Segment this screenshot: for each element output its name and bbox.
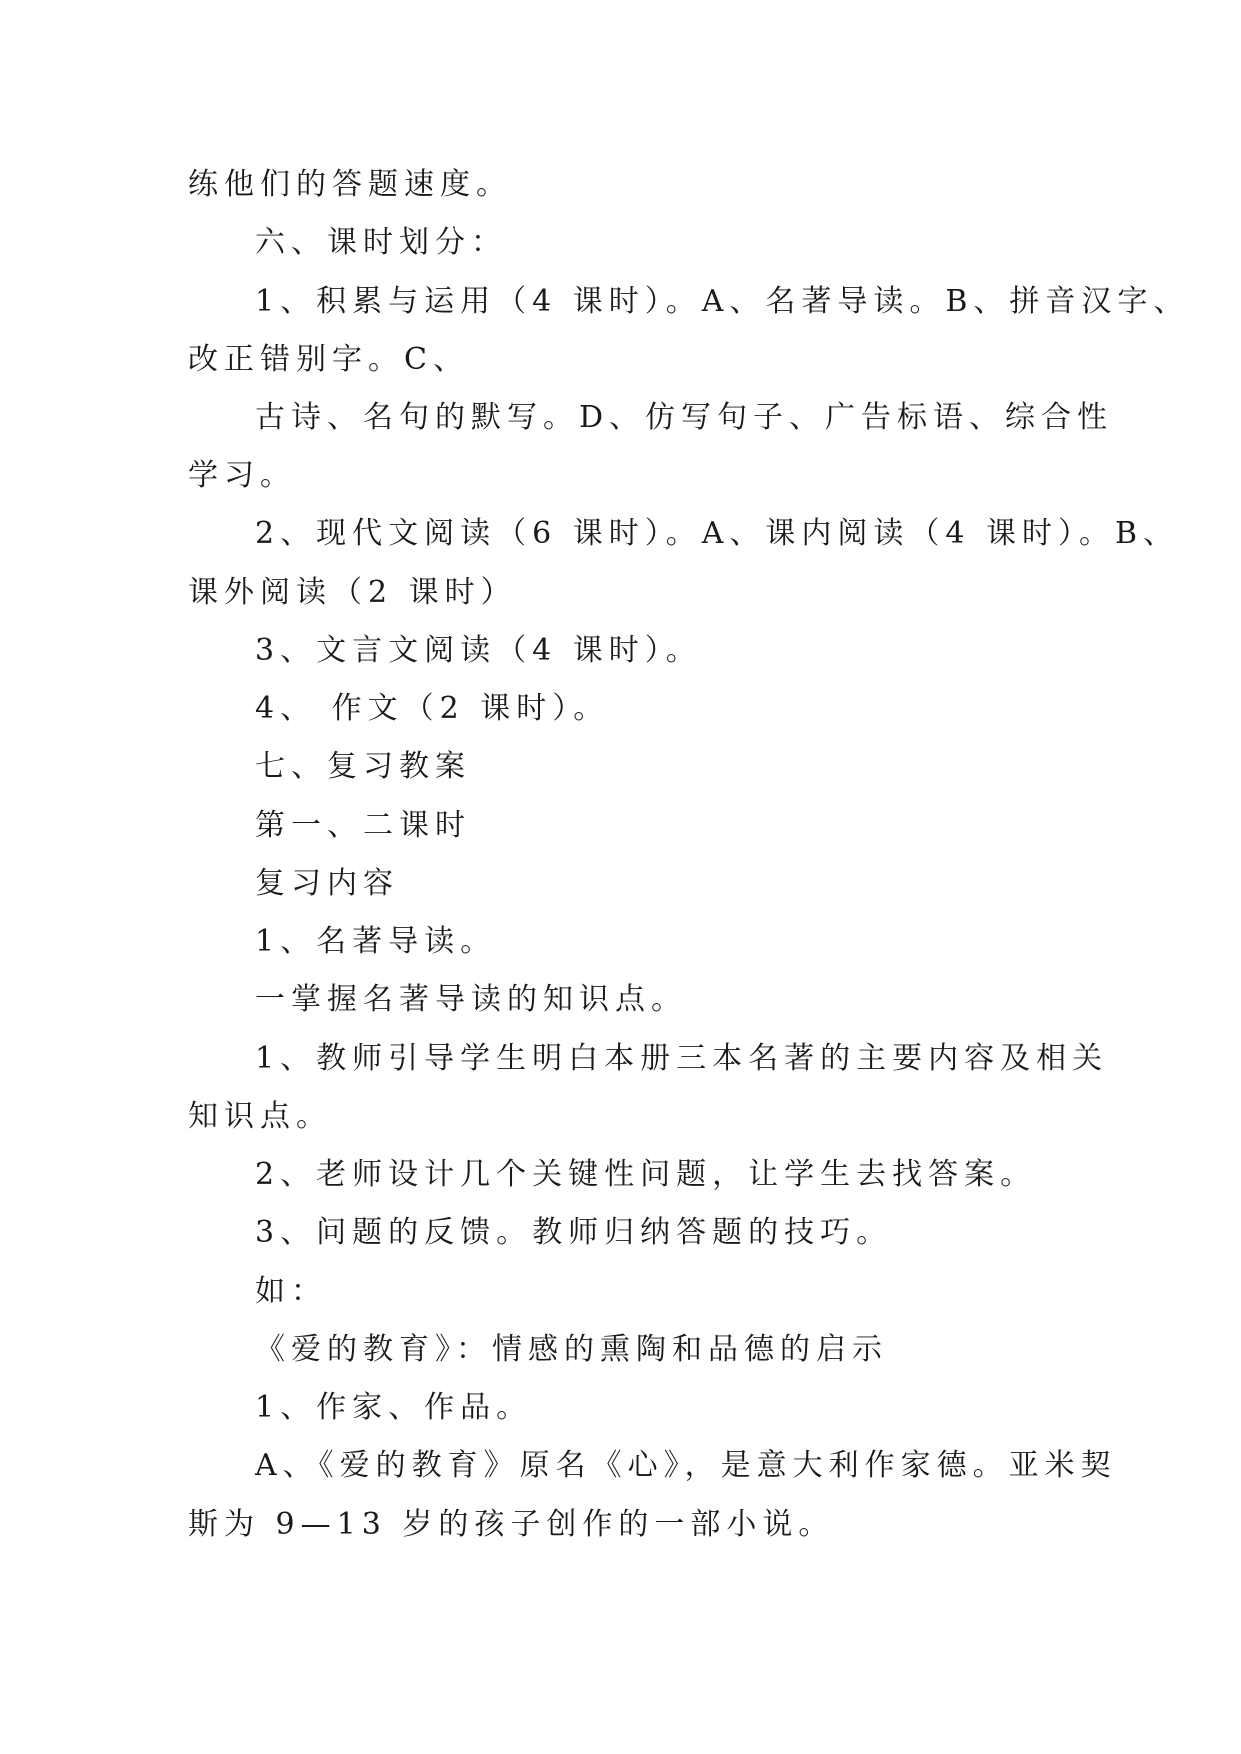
text-line: 1、教师引导学生明白本册三本名著的主要内容及相关 <box>255 1041 1109 1076</box>
text-line: 改正错别字。C、 <box>188 342 469 377</box>
text-line: 如： <box>255 1274 327 1309</box>
text-line: 4、 作文（2 课时）。 <box>255 691 610 726</box>
section-heading: 六、课时划分： <box>255 225 507 260</box>
text-line: 1、积累与运用（4 课时）。A、名著导读。B、拼音汉字、 <box>255 284 1190 319</box>
text-line: 课外阅读（2 课时） <box>188 575 517 610</box>
subsection-heading: 第一、二课时 <box>255 808 471 843</box>
text-line: 学习。 <box>188 458 296 493</box>
text-line: 《爱的教育》：情感的熏陶和品德的启示 <box>255 1332 888 1367</box>
text-line: 2、现代文阅读（6 课时）。A、课内阅读（4 课时）。B、 <box>255 516 1180 551</box>
text-line: 一掌握名著导读的知识点。 <box>255 982 687 1017</box>
text-line: 3、问题的反馈。教师归纳答题的技巧。 <box>255 1215 893 1250</box>
text-line: A、《爱的教育》原名《心》，是意大利作家德。亚米契 <box>255 1448 1117 1483</box>
section-heading: 七、复习教案 <box>255 749 471 784</box>
text-line: 3、文言文阅读（4 课时）。 <box>255 633 702 668</box>
text-line: 斯为 9—13 岁的孩子创作的一部小说。 <box>188 1507 835 1542</box>
text-line: 古诗、名句的默写。D、仿写句子、广告标语、综合性 <box>255 400 1114 435</box>
text-line: 知识点。 <box>188 1099 332 1134</box>
text-line: 1、名著导读。 <box>255 924 497 959</box>
text-line: 2、老师设计几个关键性问题，让学生去找答案。 <box>255 1157 1037 1192</box>
text-line: 练他们的答题速度。 <box>188 167 512 202</box>
subsection-heading: 复习内容 <box>255 866 399 901</box>
text-line: 1、作家、作品。 <box>255 1390 533 1425</box>
